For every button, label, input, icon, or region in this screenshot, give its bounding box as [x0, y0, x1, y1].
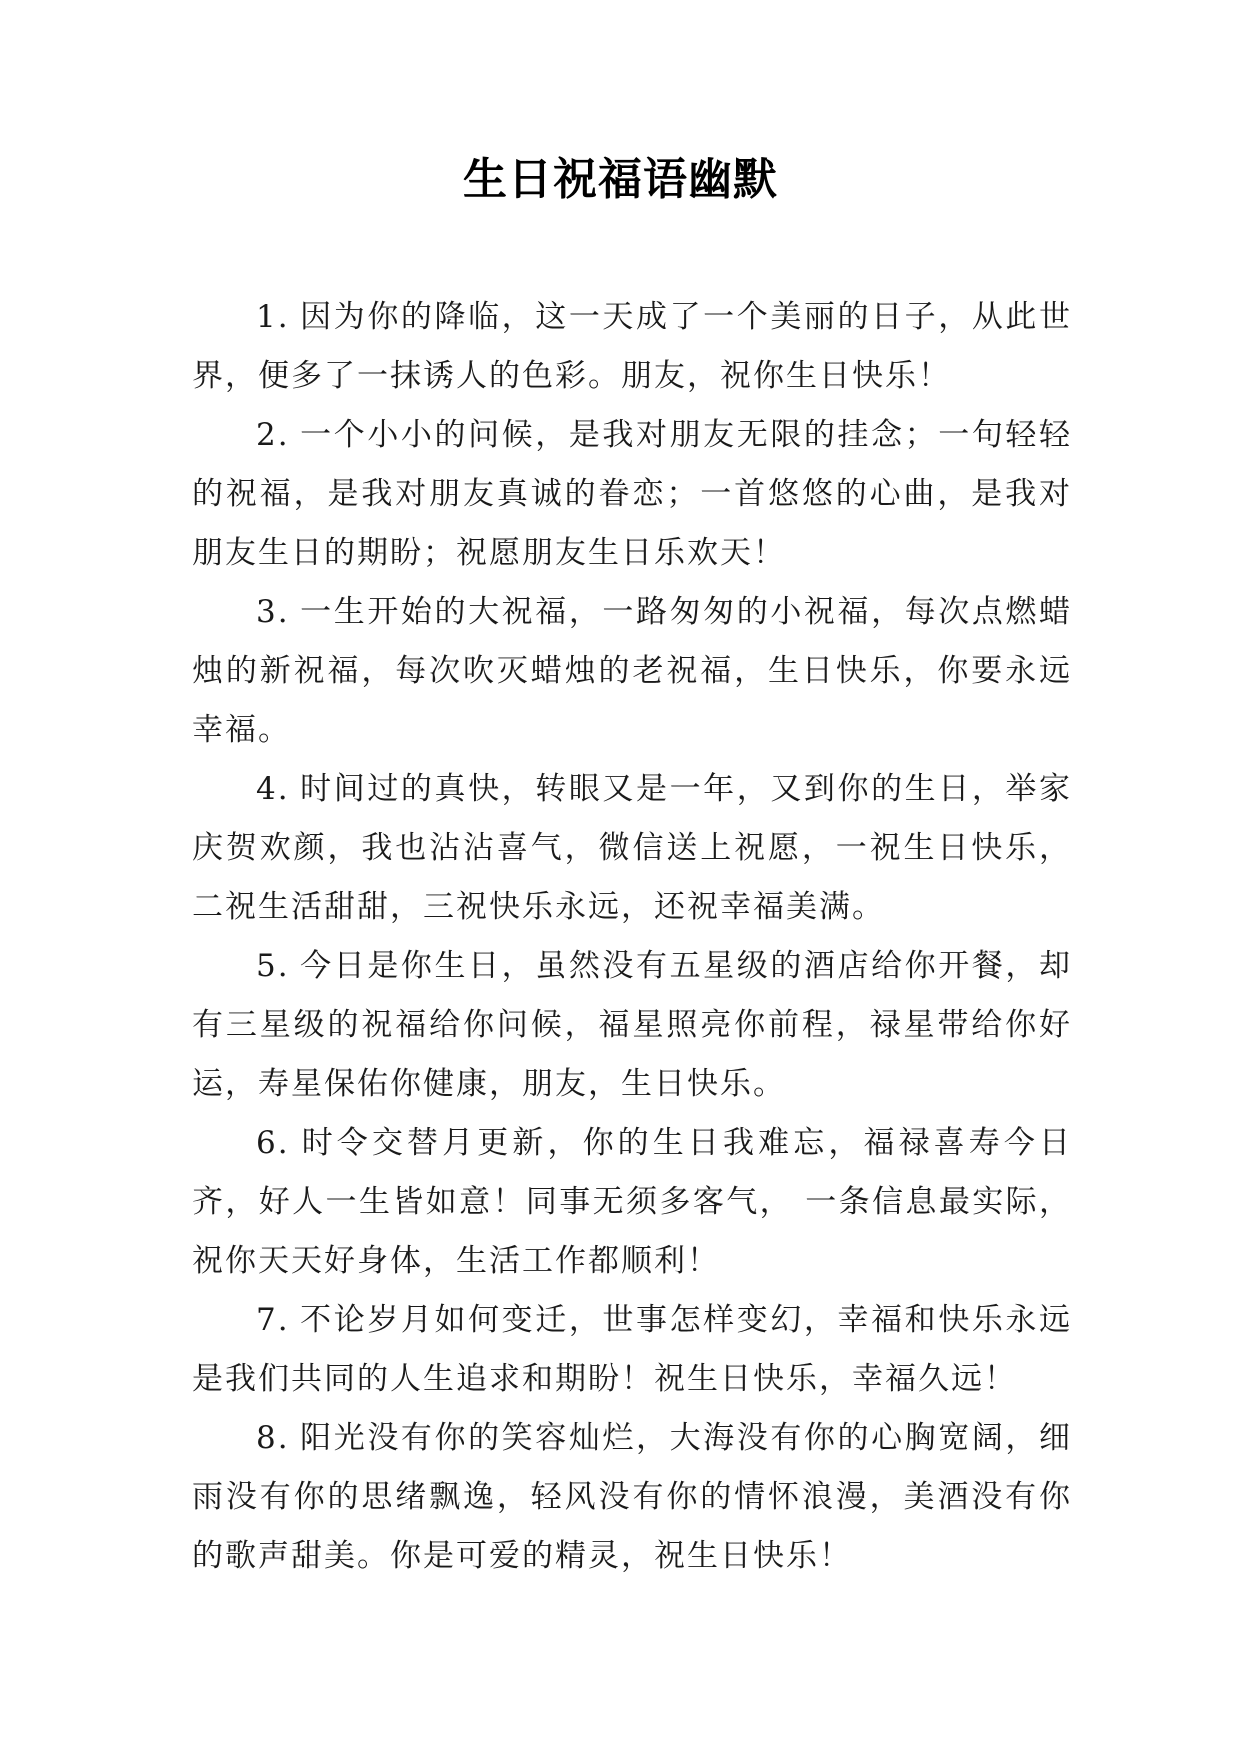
paragraph-number: 7. [256, 1302, 290, 1338]
paragraph-number: 8. [256, 1420, 290, 1456]
paragraph-number: 1. [256, 299, 290, 335]
paragraph-6 [192, 1114, 1072, 1291]
document-body [192, 288, 1072, 1586]
paragraph-3 [192, 583, 1072, 760]
paragraph-text: 一个小小的问候，是我对朋友无限的挂念；一句轻轻的祝福，是我对朋友真诚的眷恋；一首悠悠的心曲，是我对朋友生日的期盼；祝愿朋友生日乐欢天！ [192, 417, 1072, 571]
paragraph-number: 2. [256, 417, 290, 453]
paragraph-text: 时间过的真快，转眼又是一年，又到你的生日，举家庆贺欢颜，我也沾沾喜气，微信送上祝愿，一祝生日快乐，二祝生活甜甜，三祝快乐永远，还祝幸福美满。 [192, 771, 1072, 925]
paragraph-number: 6. [256, 1125, 290, 1161]
paragraph-7 [192, 1291, 1072, 1409]
paragraph-4 [192, 760, 1072, 937]
paragraph-8 [192, 1409, 1072, 1586]
paragraph-text: 阳光没有你的笑容灿烂，大海没有你的心胸宽阔，细雨没有你的思绪飘逸，轻风没有你的情怀浪漫，美酒没有你的歌声甜美。你是可爱的精灵，祝生日快乐！ [192, 1420, 1072, 1574]
paragraph-text: 因为你的降临，这一天成了一个美丽的日子，从此世界，便多了一抹诱人的色彩。朋友，祝你生日快乐！ [192, 299, 1072, 394]
paragraph-5 [192, 937, 1072, 1114]
paragraph-text: 不论岁月如何变迁，世事怎样变幻，幸福和快乐永远是我们共同的人生追求和期盼！祝生日快乐，幸福久远！ [192, 1302, 1072, 1397]
paragraph-number: 3. [256, 594, 290, 630]
paragraph-number: 4. [256, 771, 290, 807]
paragraph-text: 今日是你生日，虽然没有五星级的酒店给你开餐，却有三星级的祝福给你问候，福星照亮你前程，禄星带给你好运，寿星保佑你健康，朋友，生日快乐。 [192, 948, 1072, 1102]
paragraph-2 [192, 406, 1072, 583]
paragraph-text: 时令交替月更新，你的生日我难忘，福禄喜寿今日齐，好人一生皆如意！同事无须多客气， 一条信息最实际，祝你天天好身体，生活工作都顺利！ [192, 1125, 1072, 1279]
paragraph-1 [192, 288, 1072, 406]
document-title: 生日祝福语幽默 [463, 154, 778, 205]
paragraph-number: 5. [256, 948, 290, 984]
paragraph-text: 一生开始的大祝福，一路匆匆的小祝福，每次点燃蜡烛的新祝福，每次吹灭蜡烛的老祝福，生日快乐，你要永远幸福。 [192, 594, 1072, 748]
